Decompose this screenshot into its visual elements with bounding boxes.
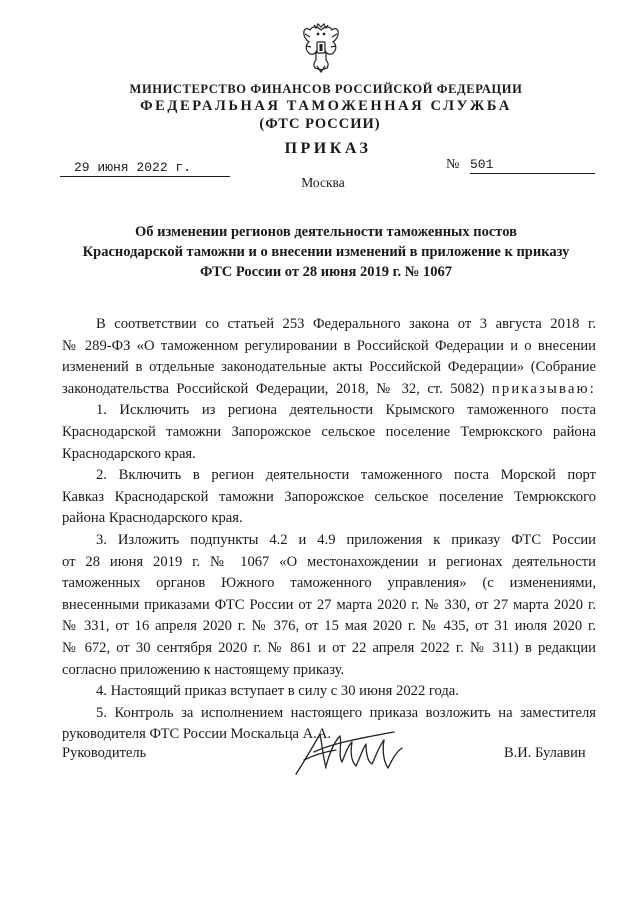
city-label: Москва xyxy=(301,175,345,190)
title-line: Краснодарской таможни и о внесении изменений в приложение к приказу xyxy=(82,244,570,260)
item3-line: № 672, от 30 сентября 2020 г. № 861 и от 22 апреля 2022 г. № 311) в редакции xyxy=(62,639,596,656)
item4-line: 4. Настоящий приказ вступает в силу с 30 июня 2022 года. xyxy=(96,683,459,700)
preamble-line: законодательства Российской Федерации, 2018, № 32, ст. 5082) xyxy=(62,380,485,397)
coat-of-arms-icon xyxy=(296,22,346,74)
document-body xyxy=(62,314,596,746)
order-number: 501 xyxy=(470,157,595,174)
title-line: ФТС России от 28 июня 2019 г. № 1067 xyxy=(199,264,453,280)
item3-line: 3. Изложить подпункты 4.2 и 4.9 приложения к приказу ФТС России xyxy=(96,531,596,548)
item3-line: таможенных органов Южного таможенного управления» (с изменениями, xyxy=(62,575,596,592)
signatory-role: Руководитель xyxy=(62,745,147,761)
order-word: приказываю: xyxy=(491,380,596,397)
item2-line: 2. Включить в регион деятельности таможенного поста Морской порт xyxy=(96,467,596,484)
item1-line: Краснодарской таможни Запорожское сельское поселение Темрюкского района xyxy=(62,423,596,440)
number-sign: № xyxy=(446,157,460,172)
order-date: 29 июня 2022 г. xyxy=(60,160,230,177)
document-title xyxy=(56,222,596,282)
preamble-line: изменений в отдельные законодательные акты Российской Федерации» (Собрание xyxy=(62,359,596,376)
item3-line: от 28 июня 2019 г. № 1067 «О местонахождении и регионах деятельности xyxy=(62,553,596,570)
item3-line: № 331, от 16 апреля 2020 г. № 376, от 15 мая 2020 г. № 435, от 31 июля 2020 г. xyxy=(62,618,596,635)
item2-line: района Краснодарского края. xyxy=(62,510,243,527)
preamble-final-line xyxy=(62,379,596,401)
title-line: Об изменении регионов деятельности таможенных постов xyxy=(135,224,517,240)
item5-line: 5. Контроль за исполнением настоящего приказа возложить на заместителя xyxy=(96,704,596,721)
item1-line: 1. Исключить из региона деятельности Крымского таможенного поста xyxy=(96,402,596,419)
preamble-line: В соответствии со статьей 253 Федерального закона от 3 августа 2018 г. xyxy=(96,316,596,332)
item3-line: внесенными приказами ФТС России от 27 марта 2020 г. № 330, от 27 марта 2020 г. xyxy=(62,596,596,613)
item1-line: Краснодарского края. xyxy=(62,445,196,462)
service-heading: ФЕДЕРАЛЬНАЯ ТАМОЖЕННАЯ СЛУЖБА xyxy=(140,98,512,114)
item2-line: Кавказ Краснодарской таможни Запорожское сельское поселение Темрюкского xyxy=(62,488,596,505)
signatory-name: В.И. Булавин xyxy=(504,745,586,761)
handwritten-signature xyxy=(290,722,410,782)
item3-line: согласно приложению к настоящему приказу. xyxy=(62,661,345,678)
preamble-line: № 289-ФЗ «О таможенном регулировании в Российской Федерации и о внесении xyxy=(62,337,596,354)
document-type-heading: ПРИКАЗ xyxy=(284,140,372,157)
service-abbreviation: (ФТС РОССИИ) xyxy=(259,116,381,132)
order-number-block xyxy=(446,157,596,174)
ministry-heading: МИНИСТЕРСТВО ФИНАНСОВ РОССИЙСКОЙ ФЕДЕРАЦИИ xyxy=(129,82,523,96)
item5-line: руководителя ФТС России Москальца А.А. xyxy=(62,726,332,743)
